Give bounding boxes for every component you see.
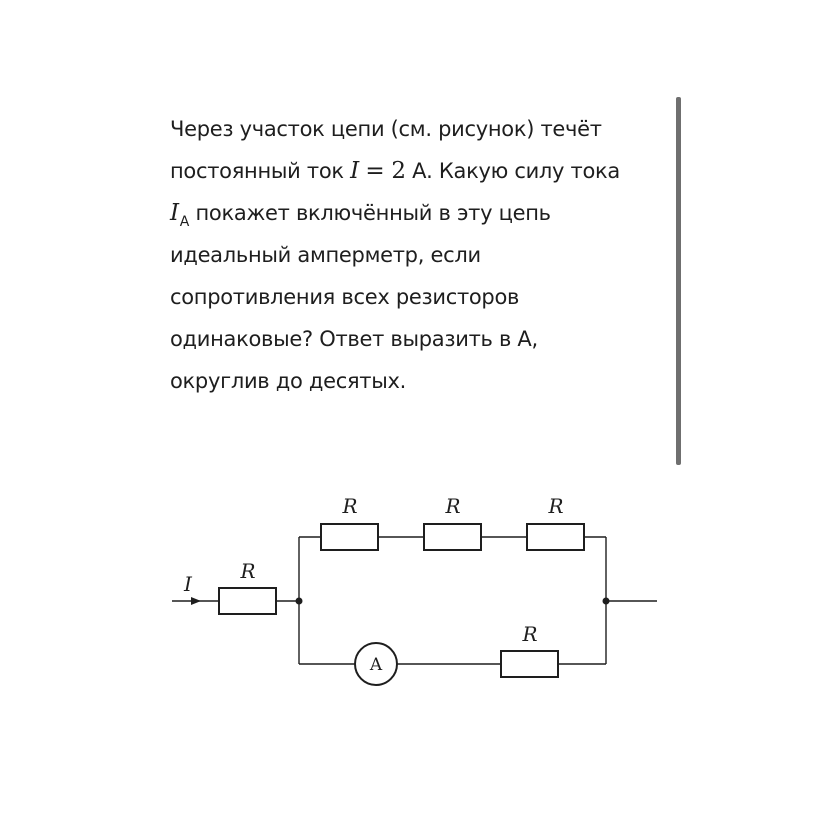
ammeter-current-symbol: I: [170, 200, 179, 226]
current-label: I: [184, 572, 192, 596]
current-variable: I: [350, 158, 359, 184]
problem-line-5: сопротивления всех резисторов: [170, 285, 520, 309]
resistor-top-1: [321, 524, 378, 550]
resistor-label-input: R: [240, 559, 256, 583]
current-value: = 2: [365, 158, 406, 184]
junction-right: [603, 598, 610, 605]
resistor-label-top-2: R: [445, 494, 461, 518]
resistor-bottom: [501, 651, 558, 677]
resistor-input: [219, 588, 276, 614]
resistor-top-3: [527, 524, 584, 550]
resistor-label-top-3: R: [548, 494, 564, 518]
current-arrow-icon: [191, 597, 201, 605]
problem-line-3-text: покажет включённый в эту цепь: [195, 201, 551, 225]
problem-line-1: Через участок цепи (см. рисунок) течёт: [170, 117, 602, 141]
junction-left: [296, 598, 303, 605]
problem-line-2-text-pre: постоянный ток: [170, 159, 344, 183]
resistor-label-top-1: R: [342, 494, 358, 518]
ammeter-current-subscript: A: [179, 214, 190, 230]
problem-line-2-text-post: А. Какую силу тока: [412, 159, 620, 183]
ammeter-label: A: [369, 655, 383, 675]
problem-line-6: одинаковые? Ответ выразить в А,: [170, 327, 538, 351]
problem-line-7: округлив до десятых.: [170, 369, 407, 393]
resistor-label-bottom: R: [522, 622, 538, 646]
problem-line-4: идеальный амперметр, если: [170, 243, 481, 267]
resistor-top-2: [424, 524, 481, 550]
